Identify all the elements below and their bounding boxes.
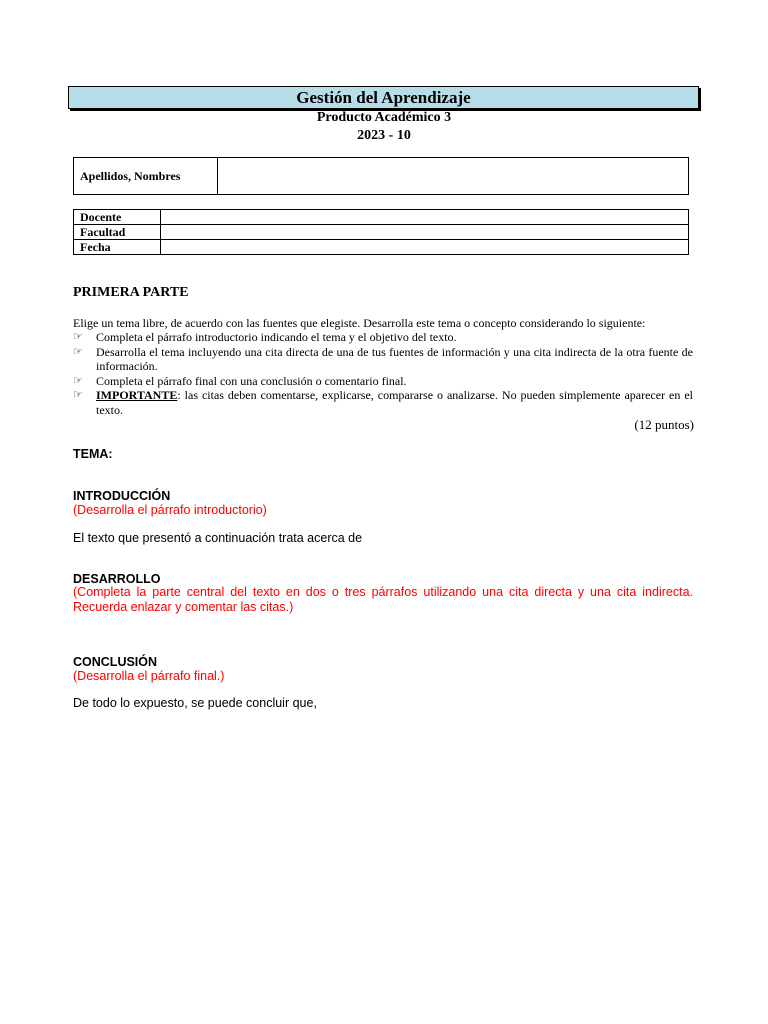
- pointing-hand-icon: ☞: [73, 389, 83, 401]
- list-item: ☞ Desarrolla el tema incluyendo una cita directa de una de tus fuentes de información y una cita indirecta de la otra fuente de información.: [73, 344, 693, 373]
- points-label: (12 puntos): [634, 417, 694, 432]
- concl-heading: CONCLUSIÓN: [73, 655, 158, 669]
- fecha-field[interactable]: [161, 240, 689, 255]
- dev-heading: DESARROLLO: [73, 572, 161, 586]
- docente-label: Docente: [74, 210, 161, 225]
- info-table: [73, 209, 689, 255]
- student-name-table: [73, 157, 689, 195]
- list-item: ☞ Completa el párrafo final con una conclusión o comentario final.: [73, 373, 407, 388]
- pointing-hand-icon: ☞: [73, 374, 83, 387]
- intro-heading: INTRODUCCIÓN: [73, 489, 171, 503]
- instruction-list: [73, 330, 693, 417]
- part-heading: PRIMERA PARTE: [73, 285, 189, 300]
- pointing-hand-icon: ☞: [73, 345, 83, 358]
- pointing-hand-icon: ☞: [73, 331, 83, 343]
- fecha-label: Fecha: [74, 240, 161, 255]
- docente-field[interactable]: [161, 210, 689, 225]
- document-title: Gestión del Aprendizaje: [68, 86, 699, 109]
- intro-text[interactable]: El texto que presentó a continuación trata acerca de: [73, 531, 363, 545]
- period-subtitle: 2023 - 10: [357, 128, 411, 143]
- table-row: [74, 240, 689, 255]
- intro-hint: (Desarrolla el párrafo introductorio): [73, 503, 267, 517]
- tema-heading: TEMA:: [73, 447, 113, 461]
- product-subtitle: Producto Académico 3: [316, 110, 452, 125]
- dev-hint: (Completa la parte central del texto en dos o tres párrafos utilizando una cita directa y una cita indirecta. Recuerda enlazar y comentar las citas.): [73, 585, 693, 614]
- important-text: : las citas deben comentarse, explicarse, compararse o analizarse. No pueden simplemente aparecer en el texto.: [96, 388, 693, 417]
- facultad-field[interactable]: [161, 225, 689, 240]
- facultad-label: Facultad: [74, 225, 161, 240]
- student-name-field[interactable]: [218, 158, 689, 195]
- concl-text[interactable]: De todo lo expuesto, se puede concluir que,: [73, 696, 317, 710]
- concl-hint: (Desarrolla el párrafo final.): [73, 669, 225, 683]
- student-name-label: Apellidos, Nombres: [74, 158, 218, 195]
- important-label: IMPORTANTE: [96, 388, 178, 402]
- list-item: ☞ Completa el párrafo introductorio indicando el tema y el objetivo del texto.: [73, 330, 457, 344]
- table-row: [74, 225, 689, 240]
- table-row: [74, 210, 689, 225]
- list-item: [73, 388, 693, 417]
- part-instructions: Elige un tema libre, de acuerdo con las fuentes que elegiste. Desarrolla este tema o concepto considerando lo siguiente:: [73, 316, 646, 330]
